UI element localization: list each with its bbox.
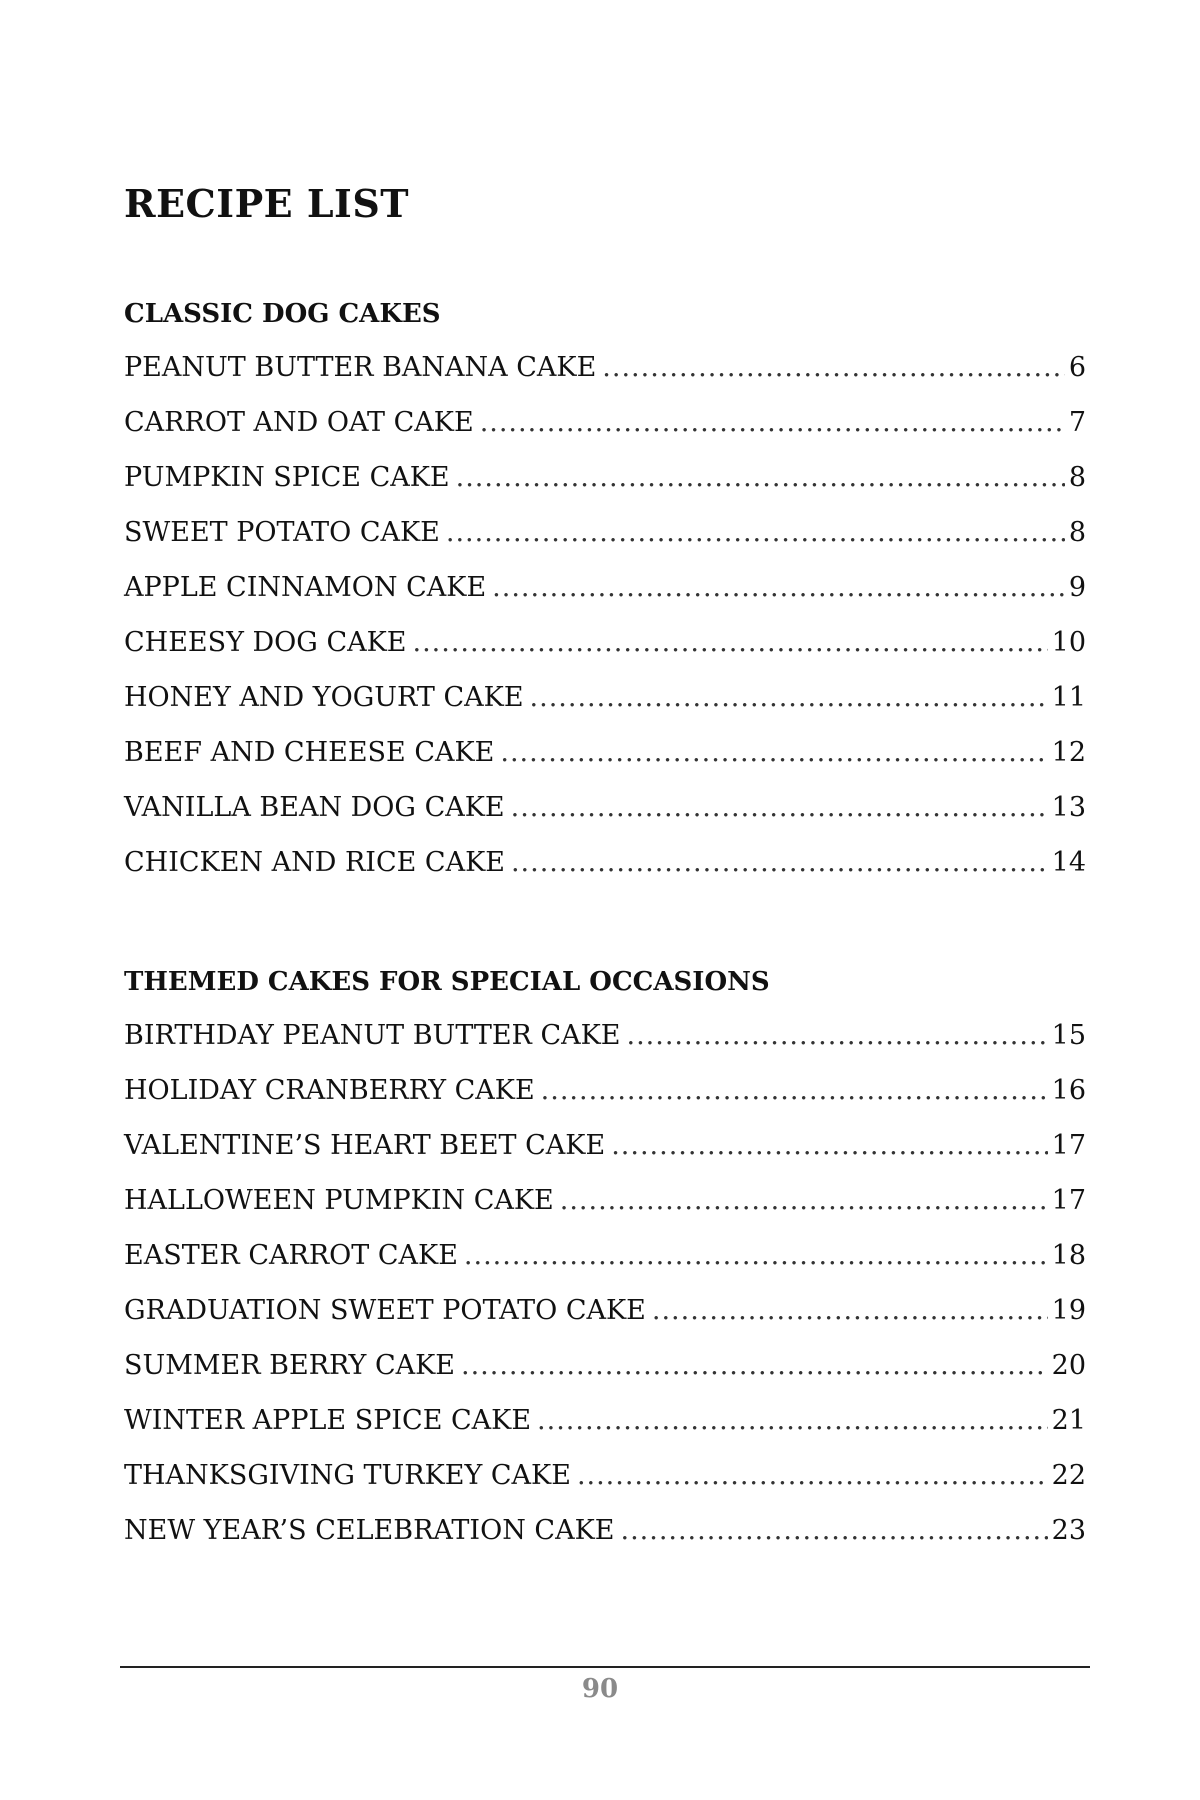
toc-entry-page: 9 xyxy=(1068,572,1086,603)
dot-leader xyxy=(461,1338,1048,1393)
toc-entry-page: 23 xyxy=(1051,1515,1086,1546)
toc-entry[interactable] xyxy=(124,395,1086,450)
toc-entry[interactable] xyxy=(124,560,1086,615)
toc-entry[interactable] xyxy=(124,1118,1086,1173)
toc-entry-title: CHICKEN AND RICE CAKE xyxy=(124,847,505,878)
dot-leader xyxy=(652,1283,1048,1338)
toc-entry[interactable] xyxy=(124,1173,1086,1228)
toc-entry[interactable] xyxy=(124,725,1086,780)
toc-entry-title: SWEET POTATO CAKE xyxy=(124,517,440,548)
toc-entry[interactable] xyxy=(124,780,1086,835)
dot-leader xyxy=(492,560,1065,615)
toc-entry[interactable] xyxy=(124,1338,1086,1393)
toc-entry-title: BEEF AND CHEESE CAKE xyxy=(124,737,495,768)
toc-entry-title: CARROT AND OAT CAKE xyxy=(124,407,474,438)
toc-entry-page: 11 xyxy=(1051,682,1086,713)
toc-entry-title: SUMMER BERRY CAKE xyxy=(124,1350,455,1381)
toc-entry-page: 21 xyxy=(1051,1405,1086,1436)
dot-leader xyxy=(602,340,1065,395)
dot-leader xyxy=(627,1008,1048,1063)
section-classic-dog-cakes xyxy=(124,290,1086,890)
toc-entry[interactable] xyxy=(124,1393,1086,1448)
toc-entry-page: 17 xyxy=(1051,1130,1086,1161)
toc-entry-page: 16 xyxy=(1051,1075,1086,1106)
toc-entry-page: 7 xyxy=(1068,407,1086,438)
toc-entry-title: HALLOWEEN PUMPKIN CAKE xyxy=(124,1185,554,1216)
toc-entry[interactable] xyxy=(124,1228,1086,1283)
toc-entry-page: 8 xyxy=(1068,462,1086,493)
toc-entry[interactable] xyxy=(124,340,1086,395)
dot-leader xyxy=(560,1173,1048,1228)
toc-entry[interactable] xyxy=(124,1448,1086,1503)
dot-leader xyxy=(530,670,1048,725)
dot-leader xyxy=(446,505,1065,560)
dot-leader xyxy=(413,615,1048,670)
toc-list xyxy=(124,1008,1086,1558)
toc-entry-title: GRADUATION SWEET POTATO CAKE xyxy=(124,1295,646,1326)
toc-entry-page: 10 xyxy=(1051,627,1086,658)
toc-entry-title: VANILLA BEAN DOG CAKE xyxy=(124,792,505,823)
toc-entry-page: 15 xyxy=(1051,1020,1086,1051)
dot-leader xyxy=(541,1063,1048,1118)
toc-entry-page: 8 xyxy=(1068,517,1086,548)
toc-entry-title: VALENTINE’S HEART BEET CAKE xyxy=(124,1130,606,1161)
section-heading: CLASSIC DOG CAKES xyxy=(124,299,441,329)
toc-entry[interactable] xyxy=(124,450,1086,505)
toc-entry-title: PUMPKIN SPICE CAKE xyxy=(124,462,450,493)
dot-leader xyxy=(456,450,1065,505)
dot-leader xyxy=(500,725,1047,780)
footer-divider xyxy=(120,1666,1090,1668)
toc-entry[interactable] xyxy=(124,615,1086,670)
toc-entry-title: WINTER APPLE SPICE CAKE xyxy=(124,1405,532,1436)
dot-leader xyxy=(511,780,1048,835)
section-heading: THEMED CAKES FOR SPECIAL OCCASIONS xyxy=(124,967,770,997)
toc-entry-page: 22 xyxy=(1051,1460,1086,1491)
toc-entry-title: PEANUT BUTTER BANANA CAKE xyxy=(124,352,597,383)
dot-leader xyxy=(511,835,1048,890)
dot-leader xyxy=(611,1118,1047,1173)
toc-entry-page: 14 xyxy=(1051,847,1086,878)
toc-entry[interactable] xyxy=(124,1283,1086,1338)
toc-entry-page: 6 xyxy=(1068,352,1086,383)
toc-entry-title: HOLIDAY CRANBERRY CAKE xyxy=(124,1075,535,1106)
toc-entry[interactable] xyxy=(124,1063,1086,1118)
dot-leader xyxy=(537,1393,1048,1448)
toc-entry-page: 18 xyxy=(1051,1240,1086,1271)
dot-leader xyxy=(577,1448,1048,1503)
section-themed-cakes xyxy=(124,958,1086,1558)
toc-entry-title: BIRTHDAY PEANUT BUTTER CAKE xyxy=(124,1020,621,1051)
toc-entry-page: 17 xyxy=(1051,1185,1086,1216)
toc-entry-page: 13 xyxy=(1051,792,1086,823)
toc-entry[interactable] xyxy=(124,1008,1086,1063)
page-title: RECIPE LIST xyxy=(124,181,410,226)
page-number: 90 xyxy=(581,1674,619,1704)
toc-entry[interactable] xyxy=(124,670,1086,725)
toc-list xyxy=(124,340,1086,890)
toc-entry-title: APPLE CINNAMON CAKE xyxy=(124,572,487,603)
toc-entry-title: HONEY AND YOGURT CAKE xyxy=(124,682,524,713)
toc-entry-title: NEW YEAR’S CELEBRATION CAKE xyxy=(124,1515,615,1546)
dot-leader xyxy=(464,1228,1048,1283)
toc-entry-title: CHEESY DOG CAKE xyxy=(124,627,407,658)
dot-leader xyxy=(480,395,1065,450)
toc-entry-title: EASTER CARROT CAKE xyxy=(124,1240,458,1271)
toc-entry[interactable] xyxy=(124,1503,1086,1558)
dot-leader xyxy=(620,1503,1047,1558)
toc-entry-page: 20 xyxy=(1051,1350,1086,1381)
toc-entry-page: 19 xyxy=(1051,1295,1086,1326)
toc-entry[interactable] xyxy=(124,505,1086,560)
toc-entry-page: 12 xyxy=(1051,737,1086,768)
toc-entry-title: THANKSGIVING TURKEY CAKE xyxy=(124,1460,571,1491)
toc-entry[interactable] xyxy=(124,835,1086,890)
